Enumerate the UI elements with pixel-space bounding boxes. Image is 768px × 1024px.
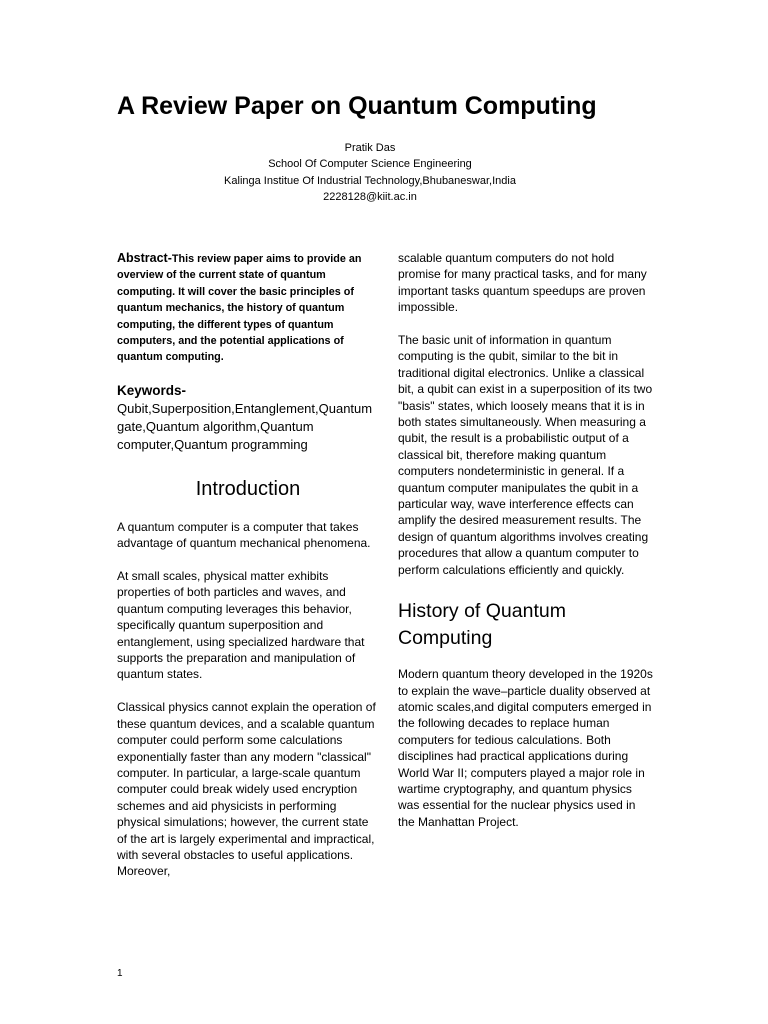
- abstract: [117, 250, 379, 366]
- author-institute: Kalinga Institue Of Industrial Technology,Bhubaneswar,India: [224, 174, 516, 187]
- author-name: Pratik Das: [344, 142, 396, 154]
- intro-paragraph: Classical physics cannot explain the operation of these quantum devices, and a scalable quantum computer could perform some calculations exponentially faster than any modern "classical" computer. In particular, a large-scale quantum computer could break widely used encryption schemes and aid physicists in performing physical simulations; however, the current state of the art is largely experimental and impractical, with several obstacles to useful applications. Moreover,: [117, 700, 376, 879]
- author-block: [190, 140, 550, 205]
- left-column: [117, 250, 379, 880]
- abstract-text: This review paper aims to provide an overview of the current state of quantum computing. It will cover the basic principles of quantum mechanics, the history of quantum computing, the different types of quantum computers, and the potential applications of quantum computing.: [117, 253, 362, 364]
- history-paragraph: Modern quantum theory developed in the 1920s to explain the wave–particle duality observed at atomic scales,and digital computers emerged in the following decades to replace human computers for tedious calculations. Both disciplines had practical applications during World War II; computers played a major role in wartime cryptography, and quantum physics was essential for the nuclear physics used in the Manhattan Project.: [398, 667, 653, 829]
- right-column: [398, 250, 655, 830]
- history-heading: History of Quantum Computing: [398, 600, 566, 650]
- paper-title: A Review Paper on Quantum Computing: [117, 92, 597, 120]
- intro-paragraph: At small scales, physical matter exhibits properties of both particles and waves, and quantum computing leverages this behavior, specifically quantum superposition and entanglement, using specialized hardware that supports the preparation and manipulation of quantum states.: [117, 569, 365, 682]
- abstract-label: Abstract-: [117, 251, 172, 265]
- intro-paragraph: The basic unit of information in quantum computing is the qubit, similar to the bit in traditional digital electronics. Unlike a classical bit, a qubit can exist in a superposition of its two "basis" states, which loosely means that it is in both states simultaneously. When measuring a qubit, the result is a probabilistic output of a classical bit, therefore making quantum computers nondeterministic in general. If a quantum computer manipulates the qubit in a particular way, wave interference effects can amplify the desired measurement results. The design of quantum algorithms involves creating procedures that allow a quantum computer to perform calculations efficiently and quickly.: [398, 333, 653, 577]
- introduction-heading: Introduction: [195, 477, 301, 500]
- author-department: School Of Computer Science Engineering: [268, 158, 472, 171]
- page-number: 1: [117, 968, 123, 979]
- intro-paragraph-continued: scalable quantum computers do not hold promise for many practical tasks, and for many important tasks quantum speedups are proven impossible.: [398, 251, 647, 315]
- intro-paragraph: A quantum computer is a computer that takes advantage of quantum mechanical phenomena.: [117, 519, 371, 551]
- keywords-label: Keywords-: [117, 382, 187, 398]
- keywords-text: Qubit,Superposition,Entanglement,Quantum gate,Quantum algorithm,Quantum computer,Quantum programming: [117, 400, 373, 452]
- author-email: 2228128@kiit.ac.in: [323, 190, 417, 203]
